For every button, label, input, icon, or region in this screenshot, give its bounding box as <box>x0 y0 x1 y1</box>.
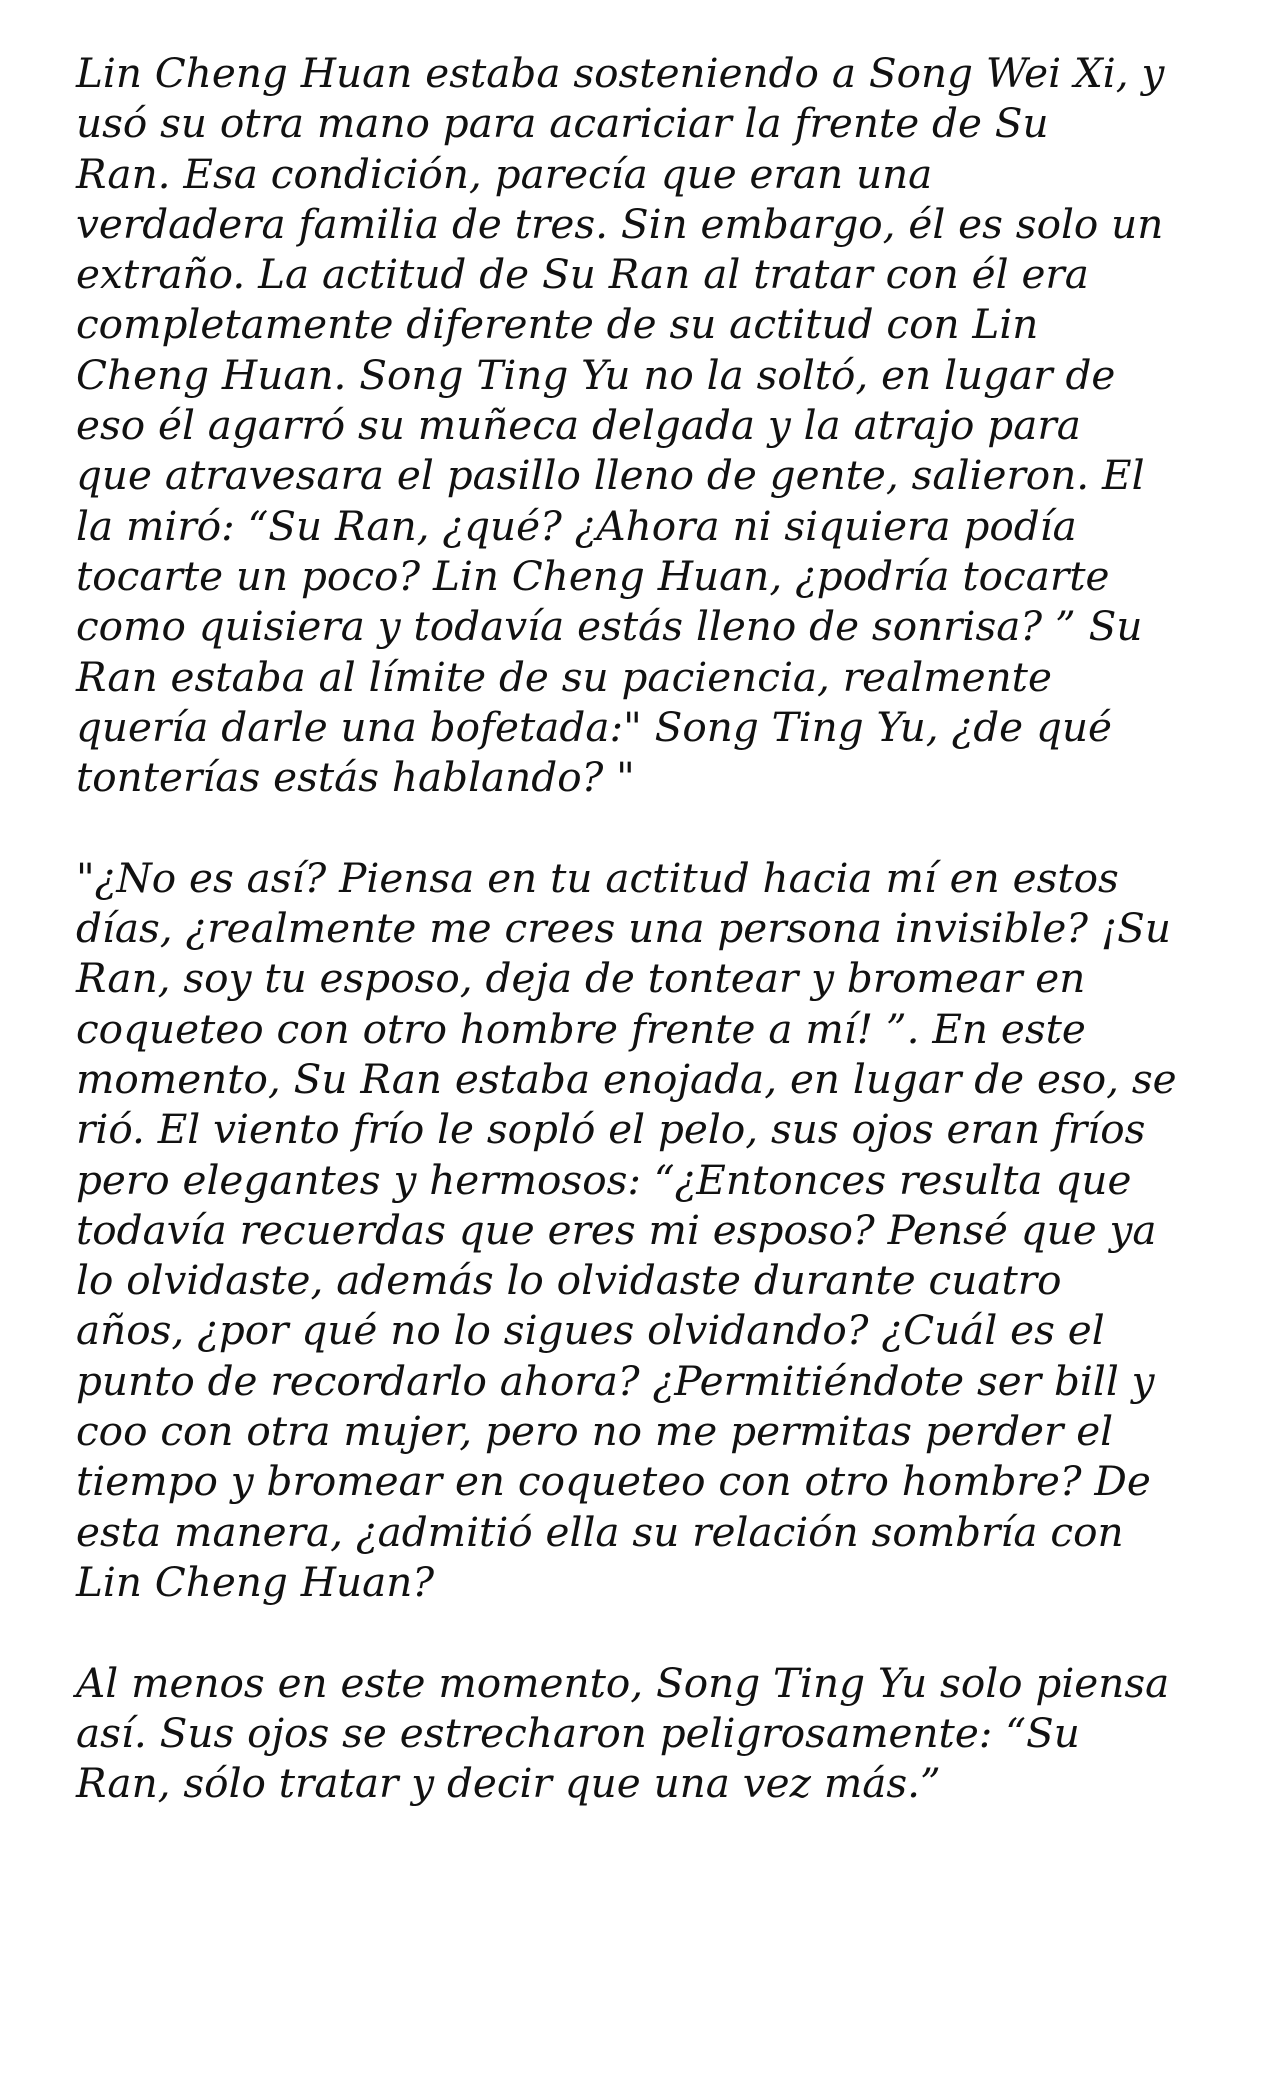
text-line: rió. El viento frío le sopló el pelo, sus ojos eran fríos <box>76 1105 1146 1154</box>
text-line: Lin Cheng Huan estaba sosteniendo a Song Wei Xi, y <box>76 49 1165 97</box>
text-line: Lin Cheng Huan? <box>76 1557 435 1606</box>
text-line: momento, Su Ran estaba enojada, en lugar de eso, se <box>76 1054 1177 1103</box>
text-line: que atravesara el pasillo lleno de gente, salieron. El <box>76 451 1145 500</box>
text-line: Al menos en este momento, Song Ting Yu solo piensa <box>76 1658 1170 1707</box>
paragraph-2 <box>76 853 1216 1607</box>
text-line: coo con otra mujer, pero no me permitas perder el <box>76 1407 1114 1456</box>
text-line: completamente diferente de su actitud con Lin <box>76 300 1039 349</box>
paragraph-3 <box>76 1658 1216 1809</box>
text-line: todavía recuerdas que eres mi esposo? Pensé que ya <box>76 1205 1157 1254</box>
text-line: lo olvidaste, además lo olvidaste durante cuatro <box>76 1256 1062 1305</box>
text-line: la miró: “Su Ran, ¿qué? ¿Ahora ni siquiera podía <box>76 501 1077 550</box>
text-line: Ran, sólo tratar y decir que una vez más.” <box>76 1759 941 1808</box>
text-line: años, ¿por qué no lo sigues olvidando? ¿Cuál es el <box>76 1306 1105 1355</box>
text-line: punto de recordarlo ahora? ¿Permitiéndote ser bill y <box>76 1356 1155 1405</box>
text-line: quería darle una bofetada:" Song Ting Yu, ¿de qué <box>76 702 1112 751</box>
text-line: Ran, soy tu esposo, deja de tontear y bromear en <box>76 954 1086 1003</box>
text-line: "¿No es así? Piensa en tu actitud hacia mí en estos <box>76 853 1119 902</box>
paragraph-1 <box>76 48 1216 802</box>
text-line: días, ¿realmente me crees una persona invisible? ¡Su <box>76 904 1172 953</box>
text-line: pero elegantes y hermosos: “¿Entonces resulta que <box>76 1155 1132 1204</box>
text-line: coqueteo con otro hombre frente a mí! ”. En este <box>76 1004 1086 1053</box>
text-line: Ran estaba al límite de su paciencia, realmente <box>76 652 1052 701</box>
text-line: verdadera familia de tres. Sin embargo, él es solo un <box>76 199 1164 248</box>
text-line: tocarte un poco? Lin Cheng Huan, ¿podría tocarte <box>76 551 1110 600</box>
text-line: eso él agarró su muñeca delgada y la atrajo para <box>76 401 1081 450</box>
text-line: tonterías estás hablando? " <box>76 753 635 802</box>
text-line: Ran. Esa condición, parecía que eran una <box>76 149 933 198</box>
text-line: Cheng Huan. Song Ting Yu no la soltó, en lugar de <box>76 350 1116 399</box>
text-line: usó su otra mano para acariciar la frente de Su <box>76 99 1049 148</box>
text-line: así. Sus ojos se estrecharon peligrosamente: “Su <box>76 1708 1080 1757</box>
document-page <box>76 48 1216 1859</box>
text-line: esta manera, ¿admitió ella su relación sombría con <box>76 1507 1124 1556</box>
text-line: como quisiera y todavía estás lleno de sonrisa? ” Su <box>76 602 1143 651</box>
text-line: extraño. La actitud de Su Ran al tratar con él era <box>76 250 1089 299</box>
text-line: tiempo y bromear en coqueteo con otro hombre? De <box>76 1457 1151 1506</box>
